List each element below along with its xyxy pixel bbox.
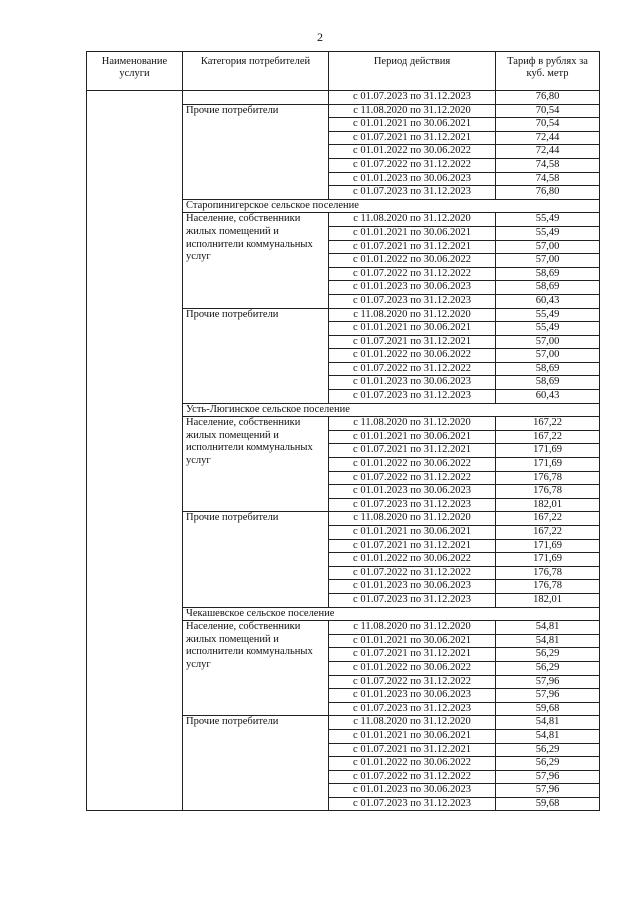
tariff-cell: 74,58 bbox=[496, 172, 600, 186]
period-cell: с 01.01.2022 по 30.06.2022 bbox=[329, 458, 496, 472]
period-cell: с 11.08.2020 по 31.12.2020 bbox=[329, 308, 496, 322]
header-category: Категория потребителей bbox=[183, 52, 329, 91]
period-cell: с 01.01.2021 по 30.06.2021 bbox=[329, 729, 496, 743]
period-cell: с 01.07.2022 по 31.12.2022 bbox=[329, 675, 496, 689]
tariff-cell: 58,69 bbox=[496, 362, 600, 376]
header-period: Период действия bbox=[329, 52, 496, 91]
table-header-row bbox=[87, 52, 600, 91]
service-name-cell bbox=[87, 91, 183, 811]
settlement-name: Старопинигерское сельское поселение bbox=[183, 199, 600, 213]
period-cell: с 01.07.2023 по 31.12.2023 bbox=[329, 498, 496, 512]
period-cell: с 01.01.2022 по 30.06.2022 bbox=[329, 553, 496, 567]
period-cell: с 01.01.2022 по 30.06.2022 bbox=[329, 757, 496, 771]
period-cell: с 01.07.2021 по 31.12.2021 bbox=[329, 131, 496, 145]
header-tariff: Тариф в рублях за куб. метр bbox=[496, 52, 600, 91]
tariff-cell: 167,22 bbox=[496, 512, 600, 526]
page-number: 2 bbox=[317, 30, 323, 44]
period-cell: с 01.01.2021 по 30.06.2021 bbox=[329, 322, 496, 336]
tariff-cell: 72,44 bbox=[496, 145, 600, 159]
tariff-cell: 54,81 bbox=[496, 716, 600, 730]
tariff-cell: 57,00 bbox=[496, 335, 600, 349]
period-cell: с 11.08.2020 по 31.12.2020 bbox=[329, 213, 496, 227]
tariff-cell: 167,22 bbox=[496, 417, 600, 431]
period-cell: с 01.07.2021 по 31.12.2021 bbox=[329, 444, 496, 458]
tariff-cell: 70,54 bbox=[496, 104, 600, 118]
tariff-cell: 57,00 bbox=[496, 349, 600, 363]
period-cell: с 01.07.2023 по 31.12.2023 bbox=[329, 593, 496, 607]
period-cell: с 11.08.2020 по 31.12.2020 bbox=[329, 716, 496, 730]
tariff-cell: 72,44 bbox=[496, 131, 600, 145]
tariff-cell: 56,29 bbox=[496, 743, 600, 757]
tariff-cell: 74,58 bbox=[496, 158, 600, 172]
period-cell: с 11.08.2020 по 31.12.2020 bbox=[329, 512, 496, 526]
tariff-cell: 176,78 bbox=[496, 485, 600, 499]
category-cell: Население, собственники жилых помещений и исполнители коммунальных услуг bbox=[183, 417, 329, 512]
period-cell: с 01.01.2022 по 30.06.2022 bbox=[329, 254, 496, 268]
period-cell: с 11.08.2020 по 31.12.2020 bbox=[329, 417, 496, 431]
period-cell: с 01.07.2023 по 31.12.2023 bbox=[329, 91, 496, 105]
period-cell: с 01.01.2021 по 30.06.2021 bbox=[329, 634, 496, 648]
tariff-cell: 59,68 bbox=[496, 797, 600, 811]
tariff-cell: 57,96 bbox=[496, 784, 600, 798]
period-cell: с 11.08.2020 по 31.12.2020 bbox=[329, 621, 496, 635]
period-cell: с 01.07.2022 по 31.12.2022 bbox=[329, 471, 496, 485]
period-cell: с 01.01.2023 по 30.06.2023 bbox=[329, 580, 496, 594]
tariff-cell: 171,69 bbox=[496, 553, 600, 567]
tariff-cell: 182,01 bbox=[496, 498, 600, 512]
tariff-cell: 56,29 bbox=[496, 661, 600, 675]
category-cell: Население, собственники жилых помещений и исполнители коммунальных услуг bbox=[183, 213, 329, 308]
period-cell: с 01.07.2023 по 31.12.2023 bbox=[329, 390, 496, 404]
tariff-cell: 58,69 bbox=[496, 267, 600, 281]
category-cell: Прочие потребители bbox=[183, 104, 329, 199]
period-cell: с 01.07.2022 по 31.12.2022 bbox=[329, 362, 496, 376]
tariff-cell: 55,49 bbox=[496, 308, 600, 322]
tariff-cell: 171,69 bbox=[496, 444, 600, 458]
tariff-cell: 60,43 bbox=[496, 390, 600, 404]
period-cell: с 01.07.2022 по 31.12.2022 bbox=[329, 566, 496, 580]
period-cell: с 01.07.2022 по 31.12.2022 bbox=[329, 158, 496, 172]
tariff-cell: 176,78 bbox=[496, 566, 600, 580]
period-cell: с 01.07.2023 по 31.12.2023 bbox=[329, 797, 496, 811]
period-cell: с 01.07.2023 по 31.12.2023 bbox=[329, 702, 496, 716]
tariff-cell: 55,49 bbox=[496, 226, 600, 240]
tariff-cell: 57,96 bbox=[496, 770, 600, 784]
tariff-cell: 182,01 bbox=[496, 593, 600, 607]
period-cell: с 01.07.2023 по 31.12.2023 bbox=[329, 186, 496, 200]
period-cell: с 01.07.2021 по 31.12.2021 bbox=[329, 240, 496, 254]
table-row bbox=[87, 91, 600, 105]
period-cell: с 01.01.2021 по 30.06.2021 bbox=[329, 526, 496, 540]
tariff-cell: 54,81 bbox=[496, 621, 600, 635]
tariff-cell: 167,22 bbox=[496, 430, 600, 444]
period-cell: с 01.07.2021 по 31.12.2021 bbox=[329, 335, 496, 349]
tariff-cell: 70,54 bbox=[496, 118, 600, 132]
tariff-cell: 167,22 bbox=[496, 526, 600, 540]
period-cell: с 01.01.2023 по 30.06.2023 bbox=[329, 376, 496, 390]
table-body bbox=[87, 91, 600, 811]
tariff-cell: 171,69 bbox=[496, 539, 600, 553]
tariff-cell: 76,80 bbox=[496, 186, 600, 200]
tariff-cell: 56,29 bbox=[496, 648, 600, 662]
period-cell: с 01.01.2023 по 30.06.2023 bbox=[329, 689, 496, 703]
tariff-cell: 59,68 bbox=[496, 702, 600, 716]
tariff-cell: 176,78 bbox=[496, 580, 600, 594]
settlement-name: Чекашевское сельское поселение bbox=[183, 607, 600, 621]
tariff-cell: 76,80 bbox=[496, 91, 600, 105]
period-cell: с 01.07.2022 по 31.12.2022 bbox=[329, 267, 496, 281]
period-cell: с 01.01.2021 по 30.06.2021 bbox=[329, 430, 496, 444]
period-cell: с 01.01.2022 по 30.06.2022 bbox=[329, 145, 496, 159]
tariff-cell: 54,81 bbox=[496, 729, 600, 743]
period-cell: с 01.01.2023 по 30.06.2023 bbox=[329, 784, 496, 798]
category-cell: Прочие потребители bbox=[183, 716, 329, 811]
tariff-cell: 176,78 bbox=[496, 471, 600, 485]
tariff-table bbox=[86, 51, 600, 811]
period-cell: с 01.01.2023 по 30.06.2023 bbox=[329, 485, 496, 499]
category-cell-empty bbox=[183, 91, 329, 105]
tariff-cell: 57,00 bbox=[496, 254, 600, 268]
header-service: Наименование услуги bbox=[87, 52, 183, 91]
settlement-name: Усть-Люгинское сельское поселение bbox=[183, 403, 600, 417]
period-cell: с 01.01.2022 по 30.06.2022 bbox=[329, 661, 496, 675]
category-cell: Прочие потребители bbox=[183, 308, 329, 403]
period-cell: с 11.08.2020 по 31.12.2020 bbox=[329, 104, 496, 118]
tariff-cell: 57,96 bbox=[496, 689, 600, 703]
period-cell: с 01.07.2021 по 31.12.2021 bbox=[329, 648, 496, 662]
period-cell: с 01.07.2021 по 31.12.2021 bbox=[329, 743, 496, 757]
category-cell: Прочие потребители bbox=[183, 512, 329, 607]
tariff-cell: 56,29 bbox=[496, 757, 600, 771]
period-cell: с 01.01.2023 по 30.06.2023 bbox=[329, 172, 496, 186]
period-cell: с 01.01.2022 по 30.06.2022 bbox=[329, 349, 496, 363]
period-cell: с 01.07.2022 по 31.12.2022 bbox=[329, 770, 496, 784]
period-cell: с 01.07.2023 по 31.12.2023 bbox=[329, 294, 496, 308]
tariff-cell: 171,69 bbox=[496, 458, 600, 472]
tariff-cell: 55,49 bbox=[496, 322, 600, 336]
tariff-cell: 54,81 bbox=[496, 634, 600, 648]
period-cell: с 01.07.2021 по 31.12.2021 bbox=[329, 539, 496, 553]
tariff-cell: 57,96 bbox=[496, 675, 600, 689]
tariff-cell: 58,69 bbox=[496, 376, 600, 390]
category-cell: Население, собственники жилых помещений и исполнители коммунальных услуг bbox=[183, 621, 329, 716]
period-cell: с 01.01.2023 по 30.06.2023 bbox=[329, 281, 496, 295]
tariff-cell: 57,00 bbox=[496, 240, 600, 254]
period-cell: с 01.01.2021 по 30.06.2021 bbox=[329, 226, 496, 240]
tariff-cell: 55,49 bbox=[496, 213, 600, 227]
tariff-cell: 60,43 bbox=[496, 294, 600, 308]
tariff-cell: 58,69 bbox=[496, 281, 600, 295]
period-cell: с 01.01.2021 по 30.06.2021 bbox=[329, 118, 496, 132]
